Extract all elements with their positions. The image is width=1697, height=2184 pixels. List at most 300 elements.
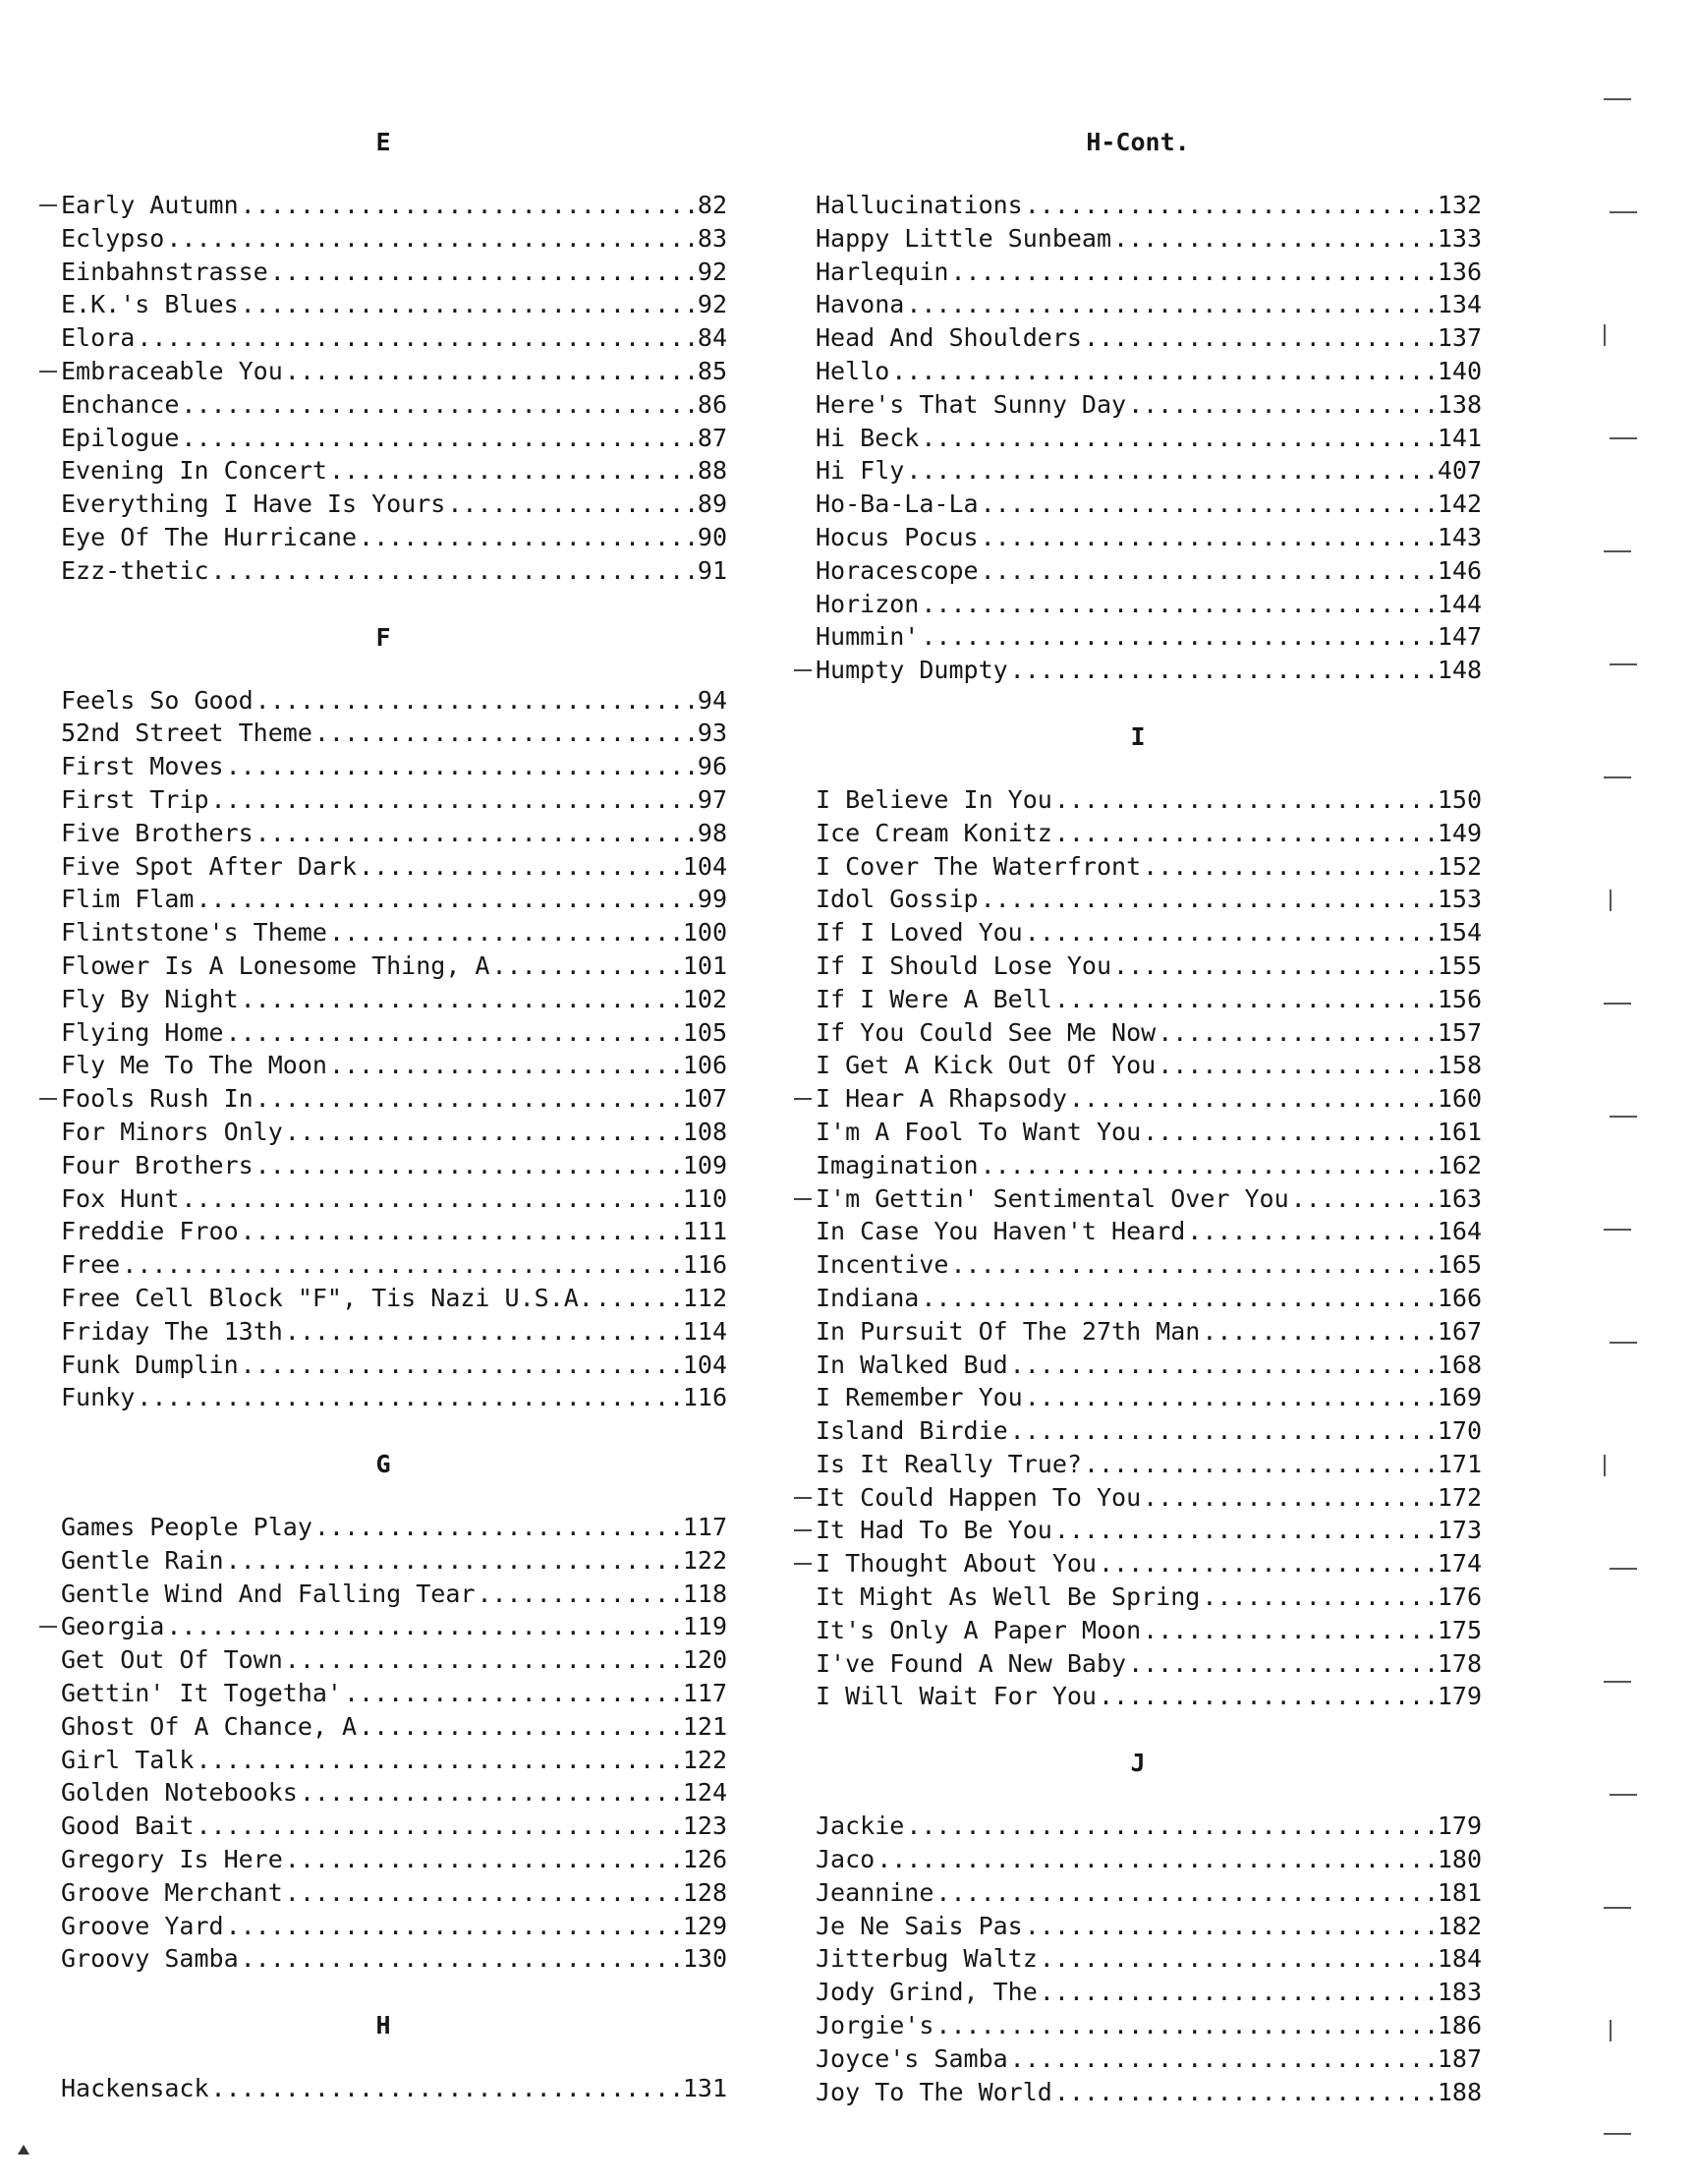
entry-page-number: 124 (682, 1778, 727, 1808)
dot-leader (1025, 916, 1438, 949)
index-entry (39, 488, 727, 521)
entry-page-number: 111 (682, 1217, 727, 1246)
index-entry (39, 817, 727, 850)
pen-mark (39, 371, 57, 373)
entry-page-number: 117 (682, 1679, 727, 1708)
dot-leader (166, 222, 698, 256)
index-entry (39, 1049, 727, 1082)
entry-page-number: 155 (1437, 950, 1482, 980)
dot-leader (359, 850, 683, 884)
entry-page-number: 116 (682, 1383, 727, 1412)
entry-title: Everything I Have Is Yours (61, 489, 446, 519)
dot-leader (906, 288, 1438, 321)
dot-leader (285, 1643, 683, 1677)
index-entry (39, 1810, 727, 1843)
dot-leader (981, 1149, 1438, 1182)
entry-page-number: 82 (697, 191, 727, 219)
entry-page-number: 131 (682, 2074, 727, 2103)
entry-title: Humpty Dumpty (816, 656, 1008, 685)
entry-page-number: 137 (1437, 323, 1482, 353)
entry-page-number: 188 (1437, 2077, 1482, 2106)
entry-title: Gentle Rain (61, 1545, 224, 1575)
index-entry (794, 222, 1482, 256)
index-entry (794, 454, 1482, 488)
entry-title: Indiana (816, 1283, 920, 1312)
dot-leader (1054, 2076, 1438, 2109)
margin-tick (1610, 890, 1612, 911)
margin-tick (1610, 1342, 1637, 1344)
entry-page-number: 107 (682, 1084, 727, 1114)
entry-page-number: 407 (1437, 456, 1482, 486)
index-entry (39, 1016, 727, 1050)
index-entry (39, 288, 727, 321)
dot-leader (181, 388, 697, 422)
entry-page-number: 174 (1437, 1549, 1482, 1579)
entry-title: Funky (61, 1383, 136, 1412)
dot-leader (1128, 1647, 1438, 1681)
dot-leader (122, 1248, 683, 1282)
entry-title: Epilogue (61, 423, 180, 452)
entry-page-number: 175 (1437, 1615, 1482, 1644)
entry-title: It Had To Be You (816, 1516, 1052, 1545)
entry-page-number: 119 (682, 1612, 727, 1641)
dot-leader (166, 1610, 682, 1643)
entry-title: Jeannine (816, 1877, 934, 1907)
dot-leader (1040, 1942, 1438, 1976)
entry-page-number: 98 (697, 818, 727, 847)
entry-title: Enchance (61, 389, 180, 419)
index-entry (794, 1282, 1482, 1315)
entry-title: In Pursuit Of The 27th Man (816, 1316, 1201, 1346)
dot-leader (314, 1511, 683, 1544)
index-entry (794, 388, 1482, 422)
index-entry (794, 883, 1482, 916)
index-entry (39, 1710, 727, 1744)
index-entry (39, 1744, 727, 1777)
entry-page-number: 143 (1437, 522, 1482, 551)
dot-leader (137, 1381, 683, 1414)
dot-leader (1158, 1049, 1438, 1082)
entry-title: If I Were A Bell (816, 984, 1052, 1013)
entry-title: Flying Home (61, 1017, 224, 1047)
entry-page-number: 106 (682, 1051, 727, 1080)
entry-page-number: 169 (1437, 1383, 1482, 1412)
index-entry (39, 1910, 727, 1943)
dot-leader (1143, 1614, 1438, 1647)
corner-mark (18, 2145, 29, 2155)
index-entry (794, 783, 1482, 817)
dot-leader (285, 1315, 683, 1349)
dot-leader (1010, 654, 1438, 687)
index-entry (794, 1614, 1482, 1647)
index-entry (39, 189, 727, 222)
dot-leader (1010, 1349, 1438, 1382)
entry-title: Freddie Froo (61, 1217, 239, 1246)
entry-page-number: 158 (1437, 1051, 1482, 1080)
dot-leader (241, 288, 698, 321)
index-entry (39, 684, 727, 718)
entry-page-number: 163 (1437, 1183, 1482, 1213)
entry-page-number: 86 (697, 389, 727, 419)
entry-title: Jaco (816, 1845, 876, 1874)
index-entry (794, 1481, 1482, 1515)
entry-title: I Hear A Rhapsody (816, 1084, 1067, 1114)
index-entry (794, 817, 1482, 850)
index-entry (794, 620, 1482, 654)
index-entry (39, 850, 727, 884)
pen-mark (39, 1098, 57, 1100)
entry-page-number: 147 (1437, 622, 1482, 652)
dot-leader (877, 1843, 1438, 1876)
dot-leader (950, 1248, 1437, 1282)
entry-page-number: 133 (1437, 223, 1482, 253)
index-entry (39, 1942, 727, 1976)
entry-title: First Trip (61, 784, 209, 814)
margin-tick (1604, 2133, 1631, 2135)
entry-page-number: 161 (1437, 1117, 1482, 1146)
entry-page-number: 110 (682, 1183, 727, 1213)
index-entry (39, 1843, 727, 1876)
index-entry (794, 321, 1482, 355)
index-entry (794, 1082, 1482, 1116)
dot-leader (981, 521, 1438, 554)
index-entry (39, 1149, 727, 1182)
entry-title: Ice Cream Konitz (816, 818, 1052, 847)
index-entry (39, 1248, 727, 1282)
index-entry (794, 1514, 1482, 1547)
entry-page-number: 180 (1437, 1845, 1482, 1874)
entry-title: Horizon (816, 589, 920, 618)
dot-leader (477, 1578, 682, 1611)
entry-page-number: 85 (697, 356, 727, 385)
entry-title: Gregory Is Here (61, 1845, 283, 1874)
dot-leader (137, 321, 698, 355)
entry-title: Idol Gossip (816, 885, 979, 914)
dot-leader (211, 554, 698, 588)
index-entry (794, 654, 1482, 687)
dot-leader (1025, 189, 1438, 222)
pen-mark (39, 204, 57, 206)
index-entry (794, 2042, 1482, 2076)
section-heading: H (375, 2011, 391, 2040)
entry-page-number: 112 (682, 1283, 727, 1312)
entry-page-number: 89 (697, 489, 727, 519)
dot-leader (329, 454, 698, 488)
index-entry (794, 1942, 1482, 1976)
dot-leader (344, 1677, 683, 1710)
section-spacer (39, 1976, 727, 2009)
entry-title: Here's That Sunny Day (816, 389, 1127, 419)
entry-title: Ghost Of A Chance, A (61, 1711, 358, 1741)
index-entry (794, 1647, 1482, 1681)
pen-mark (794, 1198, 812, 1200)
entry-title: Fox Hunt (61, 1183, 180, 1213)
dot-leader (1291, 1182, 1438, 1216)
entry-title: Jitterbug Waltz (816, 1944, 1038, 1974)
margin-tick (1604, 1229, 1631, 1231)
entry-page-number: 176 (1437, 1582, 1482, 1612)
index-entry (794, 189, 1482, 222)
entry-title: It Could Happen To You (816, 1482, 1142, 1512)
entry-page-number: 128 (682, 1877, 727, 1907)
entry-title: Horacescope (816, 555, 979, 585)
index-entry (794, 1349, 1482, 1382)
dot-leader (1040, 1976, 1438, 2009)
index-entry (39, 454, 727, 488)
dot-leader (300, 1776, 683, 1810)
entry-title: I Remember You (816, 1383, 1023, 1412)
entry-title: Free (61, 1250, 121, 1280)
pen-mark (794, 1497, 812, 1499)
section-heading: E (375, 128, 391, 156)
entry-title: Embraceable You (61, 356, 283, 385)
entry-title: Four Brothers (61, 1150, 254, 1179)
entry-title: Fools Rush In (61, 1084, 254, 1114)
entry-title: Joy To The World (816, 2077, 1052, 2106)
margin-tick (1610, 211, 1637, 213)
entry-title: It's Only A Paper Moon (816, 1615, 1142, 1644)
dot-leader (329, 1049, 683, 1082)
entry-page-number: 144 (1437, 589, 1482, 618)
dot-leader (314, 717, 698, 750)
index-entry (794, 1116, 1482, 1149)
right-column (794, 126, 1482, 2108)
index-entry (794, 488, 1482, 521)
entry-title: Groovy Samba (61, 1944, 239, 1974)
dot-leader (981, 554, 1438, 588)
entry-title: Girl Talk (61, 1745, 195, 1774)
entry-title: Good Bait (61, 1811, 195, 1841)
entry-title: I've Found A New Baby (816, 1648, 1127, 1678)
dot-leader (211, 2072, 683, 2105)
entry-title: I'm A Fool To Want You (816, 1117, 1142, 1146)
entry-title: Groove Merchant (61, 1877, 283, 1907)
index-entry (39, 1610, 727, 1643)
entry-page-number: 173 (1437, 1516, 1482, 1545)
index-entry (794, 2009, 1482, 2042)
index-entry (794, 1381, 1482, 1414)
index-entry (794, 983, 1482, 1016)
dot-leader (226, 1544, 683, 1578)
dot-leader (196, 1810, 682, 1843)
index-entry (794, 1976, 1482, 2009)
entry-page-number: 186 (1437, 2011, 1482, 2040)
entry-page-number: 153 (1437, 885, 1482, 914)
entry-title: Feels So Good (61, 685, 254, 715)
section-heading: H-Cont. (1086, 128, 1190, 156)
dot-leader (1202, 1581, 1438, 1614)
entry-title: Georgia (61, 1612, 165, 1641)
entry-page-number: 120 (682, 1645, 727, 1675)
entry-title: Early Autumn (61, 191, 239, 219)
index-entry (39, 1511, 727, 1544)
index-entry (39, 1315, 727, 1349)
dot-leader (1054, 817, 1438, 850)
dot-leader (255, 684, 698, 718)
dot-leader (906, 1810, 1438, 1843)
index-entry (39, 1116, 727, 1149)
dot-leader (447, 488, 698, 521)
entry-page-number: 123 (682, 1811, 727, 1841)
index-entry (794, 1049, 1482, 1082)
dot-leader (1113, 222, 1438, 256)
entry-page-number: 171 (1437, 1449, 1482, 1478)
dot-leader (226, 750, 698, 783)
dot-leader (181, 1182, 682, 1216)
entry-page-number: 168 (1437, 1350, 1482, 1379)
dot-leader (595, 1282, 683, 1315)
entry-page-number: 104 (682, 1350, 727, 1379)
dot-leader (921, 422, 1437, 455)
entry-page-number: 88 (697, 456, 727, 486)
margin-tick (1604, 1907, 1631, 1909)
margin-tick (1604, 776, 1631, 778)
entry-title: I Will Wait For You (816, 1682, 1097, 1711)
entry-title: Einbahnstrasse (61, 257, 268, 286)
index-entry (794, 1448, 1482, 1481)
index-entry (39, 1215, 727, 1248)
dot-leader (329, 916, 683, 949)
index-entry (794, 1315, 1482, 1349)
index-entry (39, 1282, 727, 1315)
entry-page-number: 116 (682, 1250, 727, 1280)
entry-title: Flower Is A Lonesome Thing, A (61, 950, 490, 980)
dot-leader (1054, 983, 1438, 1016)
pen-mark (794, 1563, 812, 1565)
dot-leader (285, 355, 698, 388)
entry-title: Free Cell Block "F", Tis Nazi U.S.A. (61, 1283, 594, 1312)
index-entry (794, 554, 1482, 588)
entry-title: Fly Me To The Moon (61, 1051, 327, 1080)
entry-page-number: 90 (697, 522, 727, 551)
dot-leader (255, 1149, 683, 1182)
entry-page-number: 165 (1437, 1250, 1482, 1280)
entry-page-number: 121 (682, 1711, 727, 1741)
dot-leader (1143, 1481, 1438, 1515)
entry-page-number: 100 (682, 918, 727, 948)
dot-leader (359, 1710, 683, 1744)
index-entry (39, 521, 727, 554)
entry-page-number: 138 (1437, 389, 1482, 419)
entry-title: Je Ne Sais Pas (816, 1911, 1023, 1940)
entry-page-number: 157 (1437, 1017, 1482, 1047)
entry-title: Eclypso (61, 223, 165, 253)
entry-title: Golden Notebooks (61, 1778, 298, 1808)
entry-page-number: 122 (682, 1745, 727, 1774)
dot-leader (1187, 1215, 1438, 1248)
entry-page-number: 154 (1437, 918, 1482, 948)
dot-leader (935, 2009, 1437, 2042)
entry-page-number: 166 (1437, 1283, 1482, 1312)
entry-title: I Get A Kick Out Of You (816, 1051, 1157, 1080)
entry-title: Eye Of The Hurricane (61, 522, 358, 551)
entry-page-number: 94 (697, 685, 727, 715)
dot-leader (1143, 1116, 1438, 1149)
section-heading: F (375, 622, 391, 652)
entry-title: Jackie (816, 1811, 905, 1841)
entry-page-number: 179 (1437, 1682, 1482, 1711)
dot-leader (196, 1744, 682, 1777)
index-entry (39, 1381, 727, 1414)
entry-page-number: 156 (1437, 984, 1482, 1013)
dot-leader (241, 189, 698, 222)
index-entry (794, 288, 1482, 321)
index-entry (794, 588, 1482, 621)
index-entry (794, 850, 1482, 884)
entry-title: Hallucinations (816, 191, 1023, 219)
entry-title: Flintstone's Theme (61, 918, 327, 948)
dot-leader (1113, 949, 1438, 983)
margin-tick (1604, 324, 1606, 346)
entry-title: If You Could See Me Now (816, 1017, 1157, 1047)
entry-page-number: 148 (1437, 656, 1482, 685)
index-entry (794, 1414, 1482, 1448)
entry-page-number: 141 (1437, 423, 1482, 452)
entry-title: For Minors Only (61, 1117, 283, 1146)
section-heading: G (375, 1450, 391, 1479)
entry-title: 52nd Street Theme (61, 718, 312, 748)
index-entry (39, 1082, 727, 1116)
index-entry (39, 883, 727, 916)
entry-page-number: 92 (697, 257, 727, 286)
index-entry (39, 1643, 727, 1677)
entry-title: It Might As Well Be Spring (816, 1582, 1201, 1612)
entry-page-number: 93 (697, 718, 727, 748)
index-entry (794, 521, 1482, 554)
entry-title: I Believe In You (816, 784, 1052, 814)
dot-leader (492, 949, 683, 983)
index-entry (794, 1810, 1482, 1843)
dot-leader (921, 1282, 1437, 1315)
index-entry (39, 256, 727, 289)
entry-title: In Case You Haven't Heard (816, 1217, 1186, 1246)
margin-tick (1610, 2020, 1612, 2041)
dot-leader (241, 1942, 683, 1976)
index-entry (794, 1248, 1482, 1282)
dot-leader (1010, 1414, 1438, 1448)
index-entry (794, 1910, 1482, 1943)
index-entry (39, 983, 727, 1016)
dot-leader (241, 1349, 683, 1382)
index-entry (794, 1016, 1482, 1050)
dot-leader (1054, 1514, 1438, 1547)
entry-title: Incentive (816, 1250, 949, 1280)
entry-title: Groove Yard (61, 1911, 224, 1940)
margin-tick (1610, 437, 1637, 439)
section-spacer (794, 687, 1482, 720)
pen-mark (794, 1098, 812, 1100)
entry-page-number: 129 (682, 1911, 727, 1940)
left-column (39, 126, 727, 2105)
entry-title: Ho-Ba-La-La (816, 489, 979, 519)
section-heading: I (1130, 721, 1146, 751)
entry-title: Island Birdie (816, 1416, 1008, 1446)
dot-leader (1084, 321, 1438, 355)
entry-title: Friday The 13th (61, 1316, 283, 1346)
entry-title: Imagination (816, 1150, 979, 1179)
dot-leader (1158, 1016, 1438, 1050)
dot-leader (359, 521, 698, 554)
index-entry (794, 1182, 1482, 1216)
index-entry (39, 1876, 727, 1910)
entry-title: Hello (816, 356, 890, 385)
dot-leader (1099, 1680, 1438, 1713)
dot-leader (285, 1876, 683, 1910)
margin-tick (1604, 1455, 1606, 1476)
entry-page-number: 134 (1437, 290, 1482, 319)
entry-page-number: 179 (1437, 1811, 1482, 1841)
entry-page-number: 105 (682, 1017, 727, 1047)
